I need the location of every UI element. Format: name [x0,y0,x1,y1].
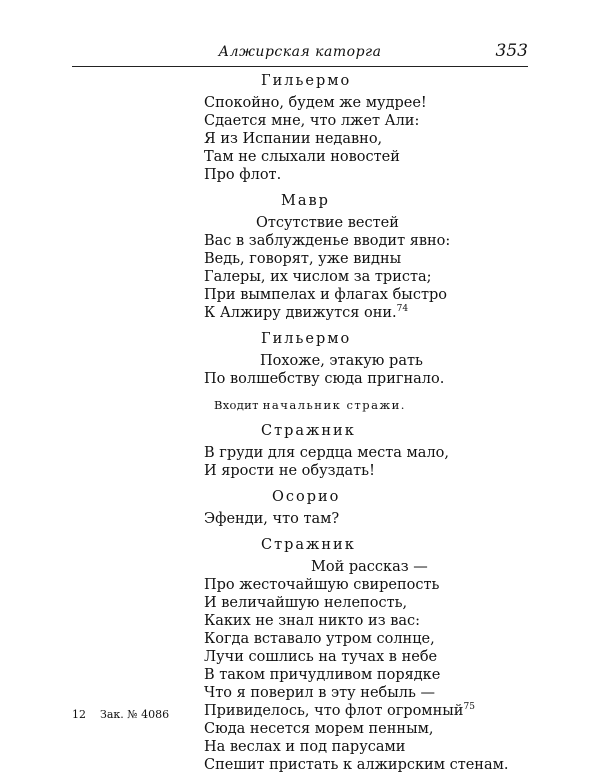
speaker-name: Гильермо [261,73,352,89]
verse-line: И величайшую нелепость, [204,595,408,611]
verse-line: Лучи сошлись на тучах в небе [204,649,438,665]
page-number: 353 [495,41,528,61]
verse-line-text: Привиделось, что флот огромный [204,703,464,719]
speaker-name: Мавр [281,193,330,209]
stage-verb: Входит [214,398,259,412]
running-header [72,40,528,67]
footnote-marker: 75 [463,702,475,713]
verse-line: В таком причудливом порядке [204,667,441,683]
verse-line: И ярости не обуздать! [204,463,375,479]
verse-line: На веслах и под парусами [204,739,406,755]
verse-line: Спокойно, будем же мудрее! [204,95,427,111]
printer-imprint [72,708,183,721]
verse-line: Про флот. [204,167,282,183]
verse-line: Про жесточайшую свирепость [204,577,440,593]
verse-line: Вас в заблужденье вводит явно: [204,233,451,249]
verse-line: Отсутствие вестей [256,215,399,231]
verse-line: Ведь, говорят, уже видны [204,251,402,267]
speaker-name: Осорио [272,489,341,505]
verse-line: Когда вставало утром солнце, [204,631,435,647]
verse-line: При вымпелах и флагах быстро [204,287,448,303]
verse-line: Что я поверил в эту небыль — [204,685,436,701]
verse-line: Похоже, этакую рать [260,353,423,369]
speaker-name: Стражник [261,537,356,553]
verse-line-text: К Алжиру движутся они. [204,305,397,321]
speaker-name: Стражник [261,423,356,439]
verse-line-with-note [204,702,534,720]
verse-line: Эфенди, что там? [204,511,340,527]
verse-line-with-note [204,304,534,322]
verse-line: Каких не знал никто из вас: [204,613,421,629]
verse-line: В груди для сердца места мало, [204,445,449,461]
play-text [204,72,534,774]
sheet-signature: 12 [72,708,86,721]
verse-line: Сдается мне, что лжет Али: [204,113,420,129]
stage-direction [204,396,534,414]
verse-line: Мой рассказ — [311,559,428,575]
verse-line: Там не слыхали новостей [204,149,400,165]
verse-line: Сюда несется морем пенным, [204,721,434,737]
verse-line: По волшебству сюда пригнало. [204,371,445,387]
stage-person: начальник стражи. [262,398,406,412]
running-title: Алжирская каторга [218,44,382,60]
footnote-marker: 74 [396,304,409,315]
verse-line: Галеры, их числом за триста; [204,269,432,285]
verse-line: Я из Испании недавно, [204,131,383,147]
order-number: Зак. № 4086 [100,708,170,721]
verse-line: Спешит пристать к алжирским стенам. [204,757,509,773]
speaker-name: Гильермо [261,331,352,347]
